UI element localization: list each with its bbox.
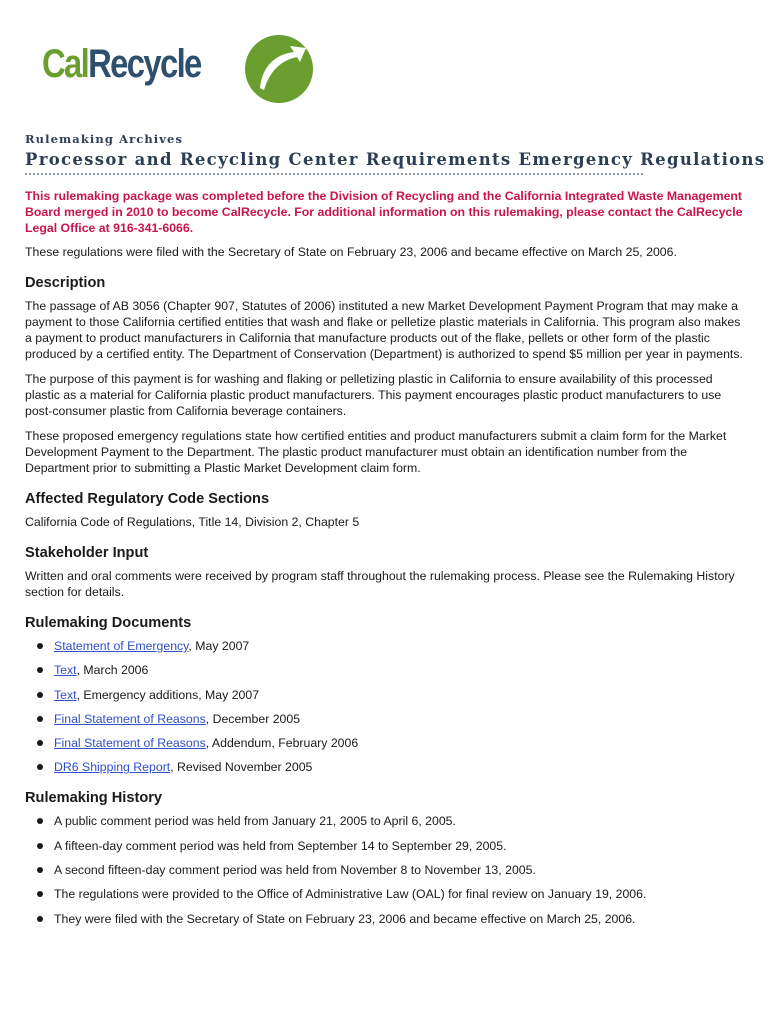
stakeholder-heading: Stakeholder Input bbox=[25, 545, 149, 561]
calrecycle-logo[interactable] bbox=[42, 28, 274, 104]
main-content bbox=[25, 188, 745, 935]
list-item: Final Statement of Reasons, Addendum, February 2006 bbox=[25, 735, 745, 751]
documents-list bbox=[25, 638, 745, 775]
bullet-icon bbox=[37, 667, 43, 673]
document-link[interactable]: Text bbox=[54, 687, 77, 702]
list-item: Statement of Emergency, May 2007 bbox=[25, 638, 745, 654]
description-heading: Description bbox=[25, 275, 106, 291]
list-item: The regulations were provided to the Office of Administrative Law (OAL) for final review on January 19, 2006. bbox=[25, 886, 745, 902]
stakeholder-text: Written and oral comments were received by program staff throughout the rulemaking process. Please see the Rulemaking History section for details. bbox=[25, 569, 735, 599]
bullet-icon bbox=[37, 716, 43, 722]
description-paragraph: The passage of AB 3056 (Chapter 907, Statutes of 2006) instituted a new Market Development Payment Program that may make a payment to those California certified entities that wash and flake or pelletize plastic materials in California. This program also makes a payment to product manufacturers in California that manufacture products out of the flake, pellets or other form of the plastic produced by a certified entity. The Department of Conservation (Department) is authorized to spend $5 million per year in payments. bbox=[25, 299, 743, 361]
bullet-icon bbox=[37, 740, 43, 746]
list-item: DR6 Shipping Report, Revised November 2005 bbox=[25, 759, 745, 775]
list-item: Text, March 2006 bbox=[25, 662, 745, 678]
recycle-leaf-icon bbox=[242, 32, 316, 106]
list-item: They were filed with the Secretary of State on February 23, 2006 and became effective on March 25, 2006. bbox=[25, 911, 745, 927]
history-list bbox=[25, 813, 745, 926]
merger-notice: This rulemaking package was completed before the Division of Recycling and the California Integrated Waste Management Board merged in 2010 to become CalRecycle. For additional information on this rulemaking, please contact the CalRecycle Legal Office at 916-341-6066. bbox=[25, 189, 743, 235]
list-item: A second fifteen-day comment period was held from November 8 to November 13, 2005. bbox=[25, 862, 745, 878]
list-item: A fifteen-day comment period was held from September 14 to September 29, 2005. bbox=[25, 838, 745, 854]
bullet-icon bbox=[37, 867, 43, 873]
documents-heading: Rulemaking Documents bbox=[25, 615, 192, 631]
bullet-icon bbox=[37, 916, 43, 922]
bullet-icon bbox=[37, 891, 43, 897]
document-link[interactable]: Text bbox=[54, 663, 77, 678]
list-item: Text, Emergency additions, May 2007 bbox=[25, 687, 745, 703]
list-item: A public comment period was held from January 21, 2005 to April 6, 2005. bbox=[25, 813, 745, 829]
bullet-icon bbox=[37, 818, 43, 824]
affected-heading: Affected Regulatory Code Sections bbox=[25, 491, 270, 507]
bullet-icon bbox=[37, 843, 43, 849]
document-link[interactable]: Final Statement of Reasons bbox=[54, 711, 206, 726]
breadcrumb: Rulemaking Archives bbox=[25, 132, 184, 146]
page-title: Processor and Recycling Center Requirements Emergency Regulations bbox=[25, 150, 643, 175]
description-paragraph: The purpose of this payment is for washing and flaking or pelletizing plastic in California to ensure availability of this processed plastic as a material for California plastic product manufacturers. This payment encourages plastic product manufacturers to use post-consumer plastic from California beverage containers. bbox=[25, 372, 722, 418]
document-link[interactable]: Statement of Emergency bbox=[54, 639, 189, 653]
description-paragraph: These proposed emergency regulations state how certified entities and product manufacturers submit a claim form for the Market Development Payment to the Department. The plastic product manufacturer must obtain an identification number from the Department prior to submitting a Plastic Market Development claim form. bbox=[25, 429, 727, 475]
history-heading: Rulemaking History bbox=[25, 790, 163, 807]
logo-wordmark: CalRecycle bbox=[42, 42, 201, 86]
bullet-icon bbox=[37, 692, 43, 698]
affected-text: California Code of Regulations, Title 14, Division 2, Chapter 5 bbox=[25, 515, 360, 529]
document-link[interactable]: Final Statement of Reasons bbox=[54, 736, 206, 751]
bullet-icon bbox=[37, 764, 43, 770]
list-item: Final Statement of Reasons, December 2005 bbox=[25, 711, 745, 727]
intro-text: These regulations were filed with the Secretary of State on February 23, 2006 and became effective on March 25, 2006. bbox=[25, 245, 677, 259]
bullet-icon bbox=[37, 643, 43, 649]
document-link[interactable]: DR6 Shipping Report bbox=[54, 760, 171, 775]
